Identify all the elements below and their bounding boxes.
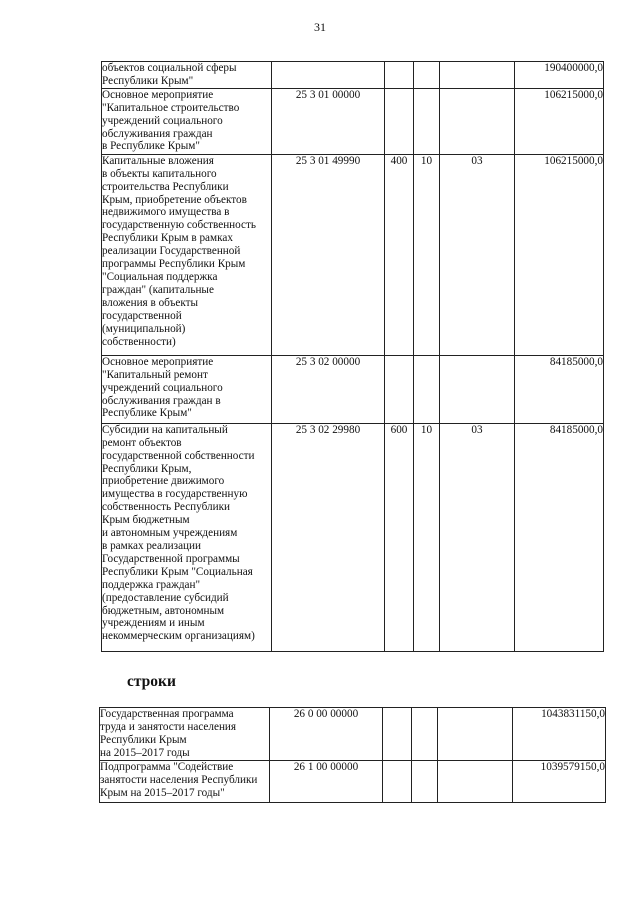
row-pr-cell: 03 xyxy=(440,423,515,651)
row-name-cell: Основное мероприятие "Капитальный ремонт учреждений социального обслуживания граждан в Республике Крым" xyxy=(102,355,272,423)
page-number: 31 xyxy=(314,20,326,34)
table-row xyxy=(100,761,606,803)
row-name-cell: Основное мероприятие "Капитальное строительство учреждений социального обслуживания граждан в Республике Крым" xyxy=(102,88,272,154)
row-code-cell: 25 3 01 00000 xyxy=(272,88,385,154)
row-vr-cell xyxy=(385,355,414,423)
row-code-cell: 25 3 02 29980 xyxy=(272,423,385,651)
row-rz-cell xyxy=(412,761,438,803)
row-pr-cell xyxy=(440,355,515,423)
row-pr-cell: 03 xyxy=(440,154,515,355)
row-vr-cell xyxy=(383,761,412,803)
row-amount-cell: 1043831150,0 xyxy=(513,708,606,761)
row-pr-cell xyxy=(438,708,513,761)
budget-table-bottom xyxy=(99,707,606,803)
row-code-cell: 25 3 02 00000 xyxy=(272,355,385,423)
row-code-cell: 26 1 00 00000 xyxy=(270,761,383,803)
row-pr-cell xyxy=(440,88,515,154)
row-amount-cell: 106215000,0 xyxy=(515,154,604,355)
table-row xyxy=(102,355,604,423)
row-rz-cell xyxy=(414,355,440,423)
table-row xyxy=(102,62,604,89)
budget-table-top xyxy=(101,61,604,652)
row-rz-cell xyxy=(414,88,440,154)
row-vr-cell: 600 xyxy=(385,423,414,651)
row-vr-cell xyxy=(385,62,414,89)
row-pr-cell xyxy=(440,62,515,89)
row-name-cell: Государственная программа труда и занятости населения Республики Крым на 2015–2017 годы xyxy=(100,708,270,761)
row-name-cell: объектов социальной сферы Республики Крым" xyxy=(102,62,272,89)
section-caption: строки xyxy=(127,673,176,690)
row-vr-cell: 400 xyxy=(385,154,414,355)
row-amount-cell: 1039579150,0 xyxy=(513,761,606,803)
row-rz-cell xyxy=(414,62,440,89)
row-vr-cell xyxy=(385,88,414,154)
row-name-cell: Капитальные вложения в объекты капитального строительства Республики Крым, приобретение объектов недвижимого имущества в государственную собственность Республики Крым в рамках реализации Государственной программы Республики Крым "Социальная поддержка граждан" (капитальные вложения в объекты государственной (муниципальной) собственности) xyxy=(102,154,272,355)
row-vr-cell xyxy=(383,708,412,761)
table-row xyxy=(102,423,604,651)
row-rz-cell xyxy=(412,708,438,761)
row-code-cell: 25 3 01 49990 xyxy=(272,154,385,355)
row-code-cell: 26 0 00 00000 xyxy=(270,708,383,761)
row-amount-cell: 190400000,0 xyxy=(515,62,604,89)
row-rz-cell: 10 xyxy=(414,154,440,355)
row-name-cell: Подпрограмма "Содействие занятости населения Республики Крым на 2015–2017 годы" xyxy=(100,761,270,803)
table-row xyxy=(100,708,606,761)
row-amount-cell: 84185000,0 xyxy=(515,423,604,651)
row-code-cell xyxy=(272,62,385,89)
table-row xyxy=(102,154,604,355)
row-rz-cell: 10 xyxy=(414,423,440,651)
row-amount-cell: 106215000,0 xyxy=(515,88,604,154)
row-pr-cell xyxy=(438,761,513,803)
row-amount-cell: 84185000,0 xyxy=(515,355,604,423)
row-name-cell: Субсидии на капитальный ремонт объектов государственной собственности Республики Крым, приобретение движимого имущества в государственную собственность Республики Крым бюджетным и автономным учреждениям в рамках реализации Государственной программы Республики Крым "Социальная поддержка граждан" (предоставление субсидий бюджетным, автономным учреждениям и иным некоммерческим организациям) xyxy=(102,423,272,651)
table-row xyxy=(102,88,604,154)
